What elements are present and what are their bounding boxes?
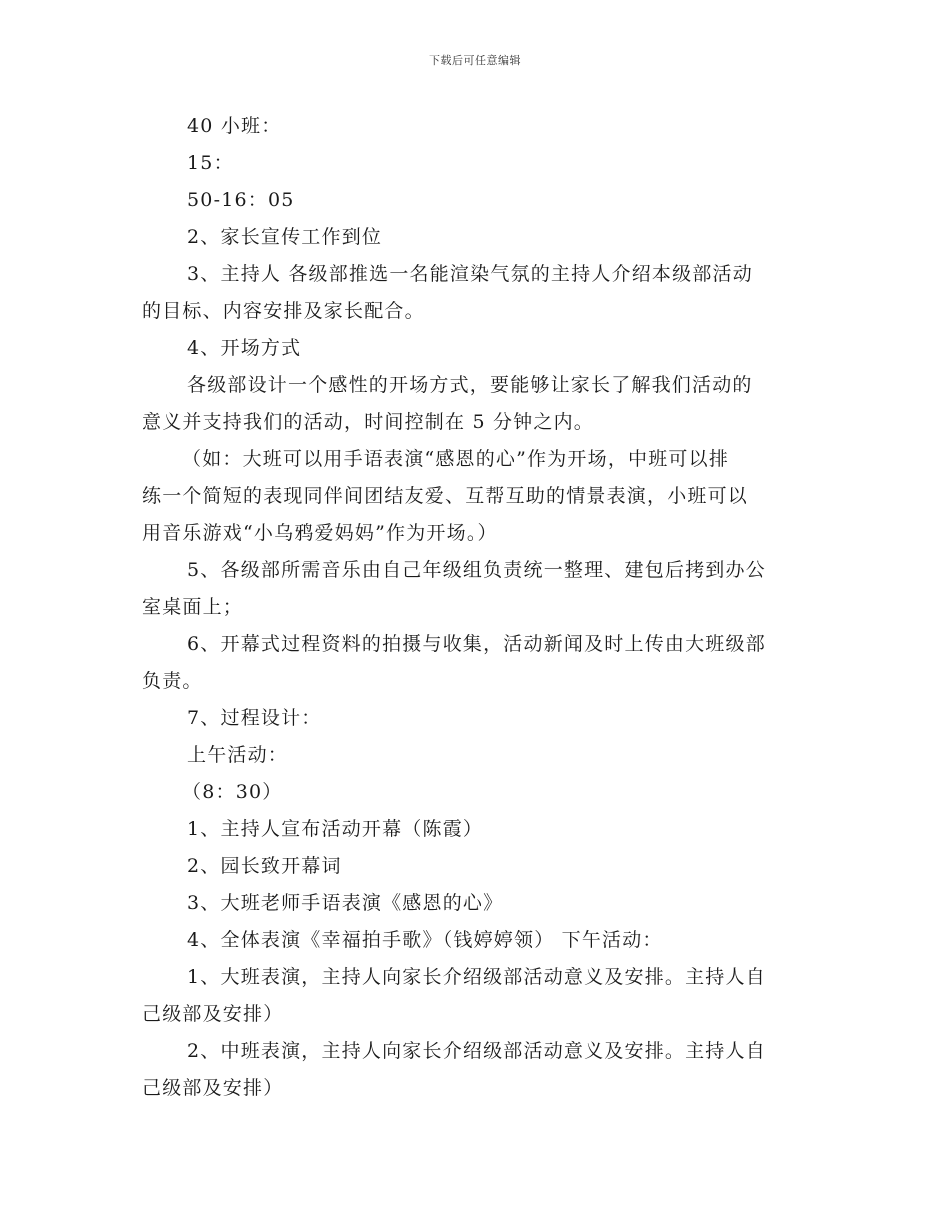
page-header: 下载后可任意编辑 [429,54,521,67]
text-line: 负责。 [142,670,203,692]
text-line: 己级部及安排） [142,1077,284,1099]
text-line: 2、园长致开幕词 [187,855,342,877]
text-line: 用音乐游戏“小乌鸦爱妈妈”作为开场。） [142,522,498,544]
text-line: 1、大班表演，主持人向家长介绍级部活动意义及安排。主持人自 [187,966,766,988]
text-line: 上午活动： [187,744,289,766]
text-line: （如：大班可以用手语表演“感恩的心”作为开场，中班可以排 [182,448,730,470]
text-line: 2、家长宣传工作到位 [187,226,383,248]
text-line: 的目标、内容安排及家长配合。 [142,300,425,322]
text-line: 各级部设计一个感性的开场方式，要能够让家长了解我们活动的 [187,374,753,396]
text-line: 3、大班老师手语表演《感恩的心》 [187,892,504,914]
text-line: 4、全体表演《幸福拍手歌》（钱婷婷领） 下午活动： [187,929,663,951]
text-line: 5、各级部所需音乐由自己年级组负责统一整理、建包后拷到办公 [187,559,766,581]
text-line: 室桌面上； [142,596,244,618]
text-line: 6、开幕式过程资料的拍摄与收集，活动新闻及时上传由大班级部 [187,633,766,655]
text-line: 7、过程设计： [187,707,322,729]
text-line: 练一个简短的表现同伴间团结友爱、互帮互助的情景表演，小班可以 [142,485,749,507]
text-line: 2、中班表演，主持人向家长介绍级部活动意义及安排。主持人自 [187,1040,766,1062]
text-line: 己级部及安排） [142,1003,284,1025]
text-line: 50-16：05 [187,189,295,211]
text-line: 15： [187,152,234,174]
text-line: 4、开场方式 [187,337,302,359]
text-line: 40 小班： [187,115,282,137]
document-body [142,108,812,1107]
text-line: （8：30） [182,781,283,803]
text-line: 3、主持人 各级部推选一名能渲染气氛的主持人介绍本级部活动 [187,263,753,285]
text-line: 意义并支持我们的活动，时间控制在 5 分钟之内。 [142,411,594,433]
text-line: 1、主持人宣布活动开幕（陈霞） [187,818,484,840]
